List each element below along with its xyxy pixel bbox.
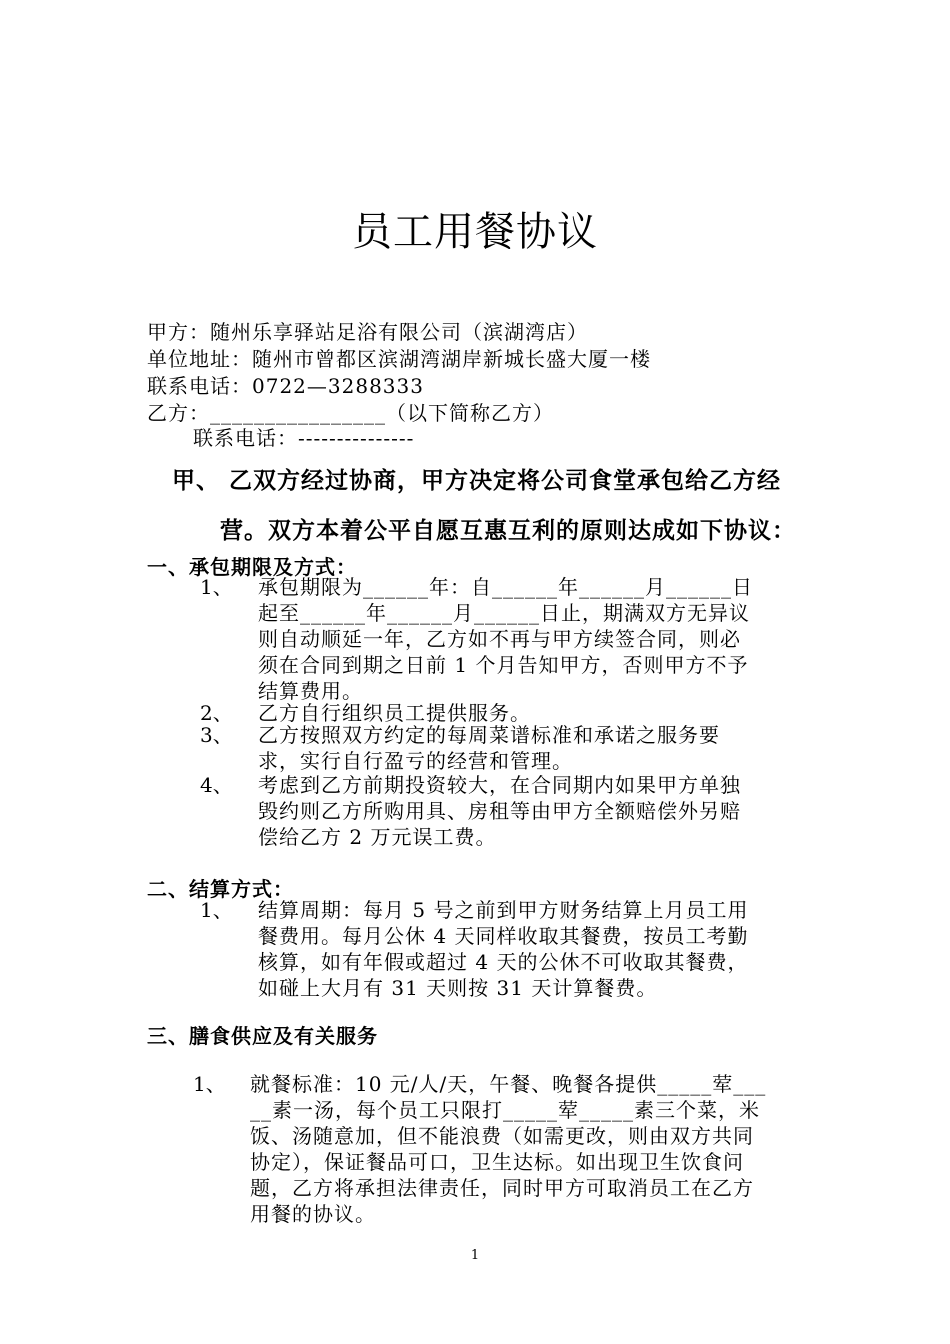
text-line: 核算，如有年假或超过 4 天的公休不可收取其餐费， [258,950,749,974]
item-number: 1、 [200,575,233,599]
phone-a-line: 联系电话：0722—3288333 [147,374,424,398]
section-1-item-1 [258,574,753,704]
text-line: 用餐的协议。 [250,1202,376,1226]
page-number: 1 [470,1248,480,1263]
intro-line-2: 营。双方本着公平自愿互惠互利的原则达成如下协议： [220,518,796,544]
text-line: 协定），保证餐品可口，卫生达标。如出现卫生饮食问 [250,1150,744,1174]
text-line: 如碰上大月有 31 天则按 31 天计算餐费。 [258,976,658,1000]
text-line: 结算费用。 [258,679,363,703]
section-2-heading: 二、结算方式： [147,877,294,901]
text-line: 承包期限为______年：自______年______月______日 [258,575,753,599]
text-line: 餐费用。每月公休 4 天同样收取其餐费，按员工考勤 [258,924,749,948]
text-line: 乙方自行组织员工提供服务。 [258,701,531,725]
intro-line-1: 甲、 乙双方经过协商，甲方决定将公司食堂承包给乙方经 [172,468,782,494]
item-number: 1、 [200,898,233,922]
section-2-item-1 [258,897,748,1001]
section-1-item-4 [258,772,741,850]
text-line: 乙方按照双方约定的每周菜谱标准和承诺之服务要 [258,723,720,747]
party-a-line: 甲方：随州乐享驿站足浴有限公司（滨湖湾店） [147,320,588,344]
address-line: 单位地址：随州市曾都区滨湖湾湖岸新城长盛大厦一楼 [147,347,651,371]
text-line: 起至______年______月______日止，期满双方无异议 [258,601,750,625]
item-number: 2、 [200,701,233,725]
text-line: 须在合同到期之日前 1 个月告知甲方，否则甲方不予 [258,653,749,677]
text-line: 偿给乙方 2 万元误工费。 [258,825,497,849]
section-1-item-3 [258,722,720,774]
item-number: 4、 [200,773,233,797]
text-line: 毁约则乙方所购用具、房租等由甲方全额赔偿外另赔 [258,799,741,823]
item-number: 3、 [200,723,233,747]
party-b-line: 乙方：________________（以下简称乙方） [147,401,554,425]
text-line: 题，乙方将承担法律责任，同时甲方可取消员工在乙方 [250,1176,754,1200]
text-line: 结算周期：每月 5 号之前到甲方财务结算上月员工用 [258,898,749,922]
document-title: 员工用餐协议 [352,209,598,255]
section-3-heading: 三、膳食供应及有关服务 [147,1024,378,1048]
section-1-heading: 一、承包期限及方式： [147,555,357,579]
text-line: 饭、汤随意加，但不能浪费（如需更改，则由双方共同 [250,1124,754,1148]
text-line: 考虑到乙方前期投资较大，在合同期内如果甲方单独 [258,773,741,797]
text-line: 则自动顺延一年，乙方如不再与甲方续签合同，则必 [258,627,741,651]
text-line: 求，实行自行盈亏的经营和管理。 [258,749,573,773]
text-line: 就餐标准：10 元/人/天，午餐、晚餐各提供_____荤___ [250,1072,767,1096]
phone-b-line: 联系电话：--------------- [193,426,415,450]
text-line: __素一汤，每个员工只限打_____荤_____素三个菜，米 [250,1098,760,1122]
item-number: 1、 [193,1072,226,1096]
section-3-item-1 [250,1071,766,1227]
